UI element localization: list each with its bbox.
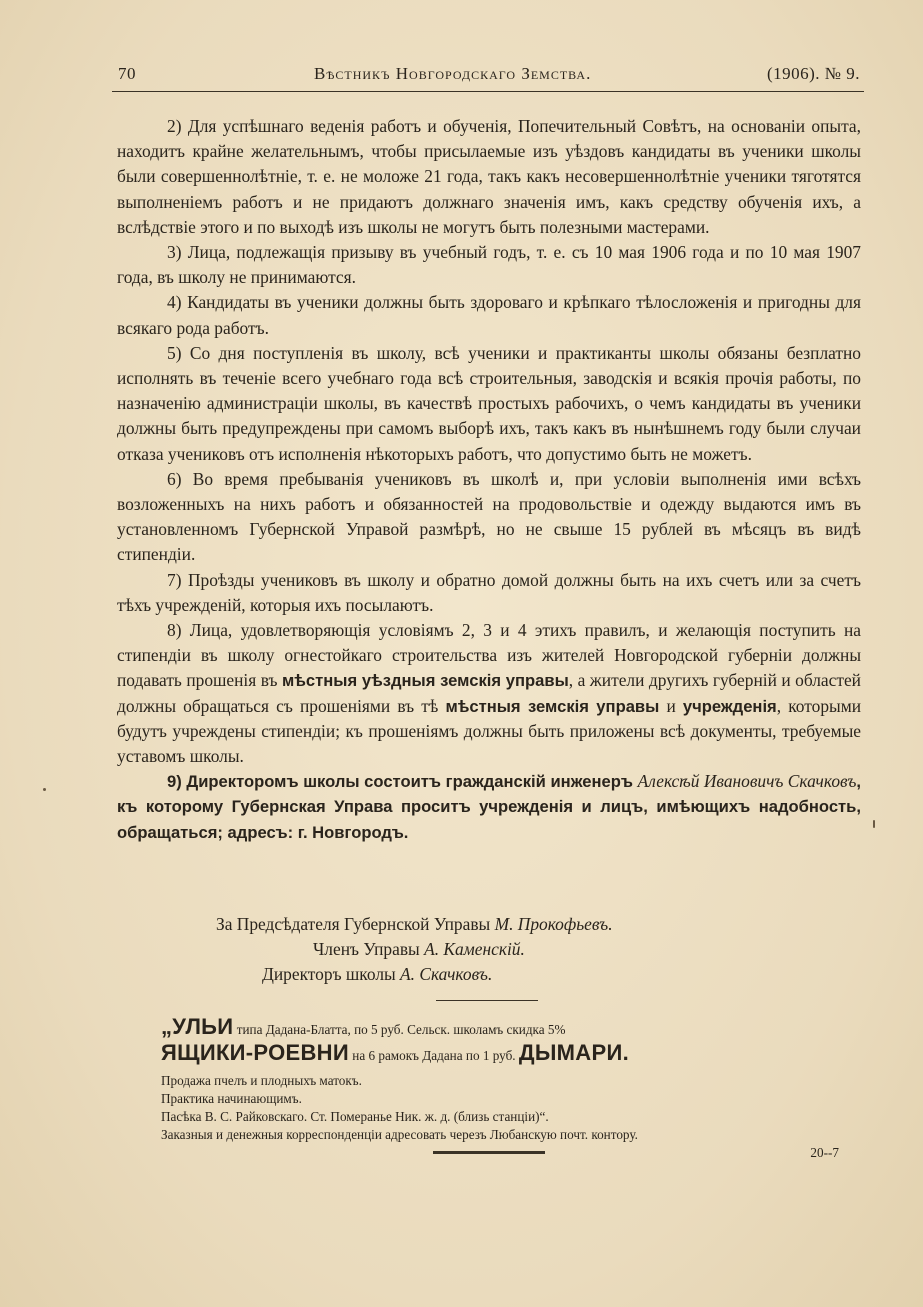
paragraph-2: 2) Для успѣшнаго веденія работъ и обученія, Попечительный Совѣтъ, на основаніи опыта, находитъ крайне желательнымъ, чтобы присылаемые изъ уѣздовъ кандидаты въ ученики школы были совершеннолѣтніе, т. е. не моложе 21 года, такъ какъ несовершеннолѣтніе ученики тяготятся выполненіемъ работъ и не придаютъ должнаго значенія имъ, какъ средству обученія ихъ, а вслѣдствіе этого и по выходѣ изъ школы не могутъ быть полезными мастерами. [117,116,861,237]
p8-text-a: 8) Лица, удовлетворяющія условіямъ 2, 3 и 4 этихъ правилъ, и желающія поступить на стипендіи въ школу огнестойкаго строительства изъ жителей Новгородской губерніи должны подавать прошенія въ [117,620,861,691]
ad-swarm-boxes-text: на 6 рамокъ Дадана по 1 руб. [348,1048,519,1063]
paragraph-7: 7) Проѣзды учениковъ въ школу и обратно домой должны быть на ихъ счетъ или за счетъ тѣхъ учрежденій, которыя ихъ посылаютъ. [117,569,861,615]
rules-text [117,114,861,845]
signature-member-title: Членъ Управы [313,939,425,959]
paragraph-9 [117,769,861,845]
ad-line-practice: Практика начинающимъ. [161,1091,302,1106]
p8-bold-zemskiya-upravy: мѣстныя земскія управы [445,696,660,716]
signature-chairman-name: М. Прокофьевъ. [494,914,613,934]
p9-text-b: , къ которому Губернская Управа проситъ учрежденія и лицъ, имѣющихъ надобность, обращаться; адресъ: г. Новгородъ. [117,772,861,842]
paper-speck [873,820,875,828]
paragraph-8 [117,618,861,769]
ad-hives-text: типа Дадана-Блатта, по 5 руб. Сельск. школамъ скидка 5% [233,1022,566,1037]
header-rule [112,91,864,92]
p9-director-name: Алексѣй Ивановичъ Скачковъ [637,771,857,792]
paragraph-5: 5) Со дня поступленія въ школу, всѣ ученики и практиканты школы обязаны безплатно исполнять въ теченіе всего учебнаго года всѣ строительныя, заводскія и всякія прочія работы, по назначенію администраціи школы, въ качествѣ простыхъ рабочихъ, о чемъ кандидаты въ ученики должны быть предупреждены при самомъ выборѣ ихъ, такъ какъ въ нынѣшнемъ году были случаи отказа учениковъ отъ исполненія нѣкоторыхъ работъ, что допустимо быть не можетъ. [117,342,861,464]
signature-chairman [216,912,613,936]
ad-swarm-boxes-heading: ЯЩИКИ-РОЕВНИ [161,1040,349,1065]
page-number: 70 [118,64,136,83]
paragraph-3: 3) Лица, подлежащія призыву въ учебный годъ, т. е. съ 10 мая 1906 года и по 10 мая 1907 года, въ школу не принимаются. [117,242,861,288]
ad-line-apiary: Пасѣка В. С. Райковскаго. Ст. Померанье Ник. ж. д. (близь станціи)“. [161,1109,549,1124]
ad-smokers-heading: ДЫМАРИ. [518,1040,629,1065]
p8-bold-uezd-upravy: мѣстныя уѣздныя земскія управы [281,671,569,691]
signature-director-title: Директоръ школы [262,964,401,984]
ad-line-correspondence [161,1126,861,1160]
signature-member [313,937,525,961]
section-divider [436,1000,538,1001]
signature-member-name: А. Каменскій. [424,939,525,959]
paragraph-4: 4) Кандидаты въ ученики должны быть здороваго и крѣпкаго тѣлосложенія и пригодны для всякаго рода работъ. [117,292,861,338]
paper-speck [43,788,46,791]
ad-line-swarm-boxes [161,1040,861,1072]
p9-text-a: 9) Директоромъ школы состоитъ гражданскій инженеръ [167,772,638,792]
bottom-divider [433,1151,545,1154]
ad-correspondence-text: Заказныя и денежныя корреспонденціи адресовать черезъ Любанскую почт. контору. [161,1127,638,1142]
journal-title: Вѣстникъ Новгородскаго Земства. [314,64,592,83]
ad-number: 20--7 [810,1145,839,1160]
issue-number: (1906). № 9. [766,64,860,83]
paragraph-6: 6) Во время пребыванія учениковъ въ школѣ и, при условіи выполненія ими всѣхъ возложенныхъ на нихъ работъ и обязанностей на продовольствіе и одежду выдаются имъ въ установленномъ Губернской Управой размѣрѣ, но не свыше 15 рублей въ мѣсяцъ въ видѣ стипендіи. [117,468,861,565]
p8-bold-uchrezhdeniya: учрежденія [682,696,777,716]
ad-hives-heading: „УЛЬИ [161,1014,234,1039]
ad-line-bees-sale: Продажа пчелъ и плодныхъ матокъ. [161,1073,362,1088]
beehive-advertisement [161,1014,861,1160]
p8-text-e: и [659,695,683,716]
signature-director [262,962,492,986]
p8-text-c: , а жители другихъ губерній и областей должны обращаться съ прошеніями въ тѣ [117,670,861,716]
signature-director-name: А. Скачковъ. [400,964,493,984]
p8-text-g: , которыми будутъ учреждены стипендіи; къ прошеніямъ должны быть приложены всѣ документы, требуемые уставомъ школы. [117,695,862,767]
signature-chairman-title: За Предсѣдателя Губернской Управы [216,914,495,934]
